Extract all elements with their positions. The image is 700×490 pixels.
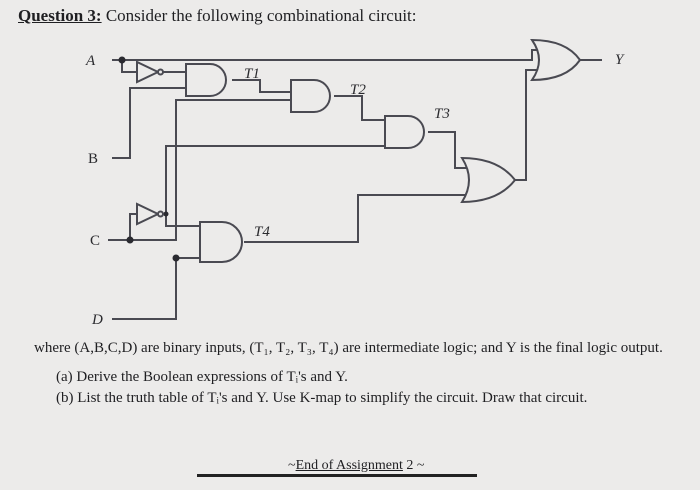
part-a-text: (a) Derive the Boolean expressions of Tᵢ's and Y. — [56, 369, 348, 385]
wire-c-branch — [130, 100, 291, 240]
description-text: where (A,B,C,D) are binary inputs, (T₁, T₂, T₃, T₄) are intermediate logic; and Y is the final logic output. — [34, 340, 663, 356]
label-y: Y — [615, 52, 624, 68]
label-t2: T2 — [350, 82, 366, 98]
footer — [288, 458, 425, 474]
and-gate-t2 — [291, 80, 330, 112]
wire-c — [108, 214, 137, 240]
or-gate-y — [532, 40, 580, 80]
label-t3: T3 — [434, 106, 450, 122]
wire-t4 — [244, 195, 468, 242]
wire-a — [112, 50, 537, 60]
label-d: D — [92, 312, 103, 328]
wire-t2 — [334, 96, 385, 120]
footer-rule — [197, 474, 477, 477]
label-t1: T1 — [244, 66, 260, 82]
question-number: Question 3: — [18, 6, 102, 25]
label-t4: T4 — [254, 224, 270, 240]
wire-b — [112, 88, 186, 158]
junction-dot-c — [127, 237, 134, 244]
wire-t5 — [515, 70, 537, 180]
footer-suffix: 2 ~ — [402, 458, 425, 473]
wire-t3 — [428, 132, 468, 168]
and-gate-t3 — [385, 116, 424, 148]
junction-dot-d — [173, 255, 180, 262]
junction-dot-a — [119, 57, 126, 64]
part-b-text: (b) List the truth table of Tᵢ's and Y. Use K-map to simplify the circuit. Draw that circuit. — [56, 390, 588, 406]
label-a: A — [86, 53, 96, 69]
question-prompt: Consider the following combinational circuit: — [101, 6, 417, 25]
footer-prefix: ~ — [288, 458, 296, 473]
footer-text: End of Assignment — [295, 458, 403, 473]
wire-d — [112, 258, 200, 319]
label-c: C — [90, 233, 101, 249]
inverter-a — [137, 62, 163, 82]
and-gate-t4 — [200, 222, 242, 262]
or-gate-t3-t4 — [462, 158, 515, 202]
inverter-c — [137, 204, 163, 224]
junction-dot-cnot — [164, 212, 169, 217]
wire-t1 — [232, 80, 291, 92]
and-gate-t1 — [186, 64, 226, 96]
label-b: B — [88, 151, 99, 167]
wire-cnot-up — [166, 146, 385, 214]
